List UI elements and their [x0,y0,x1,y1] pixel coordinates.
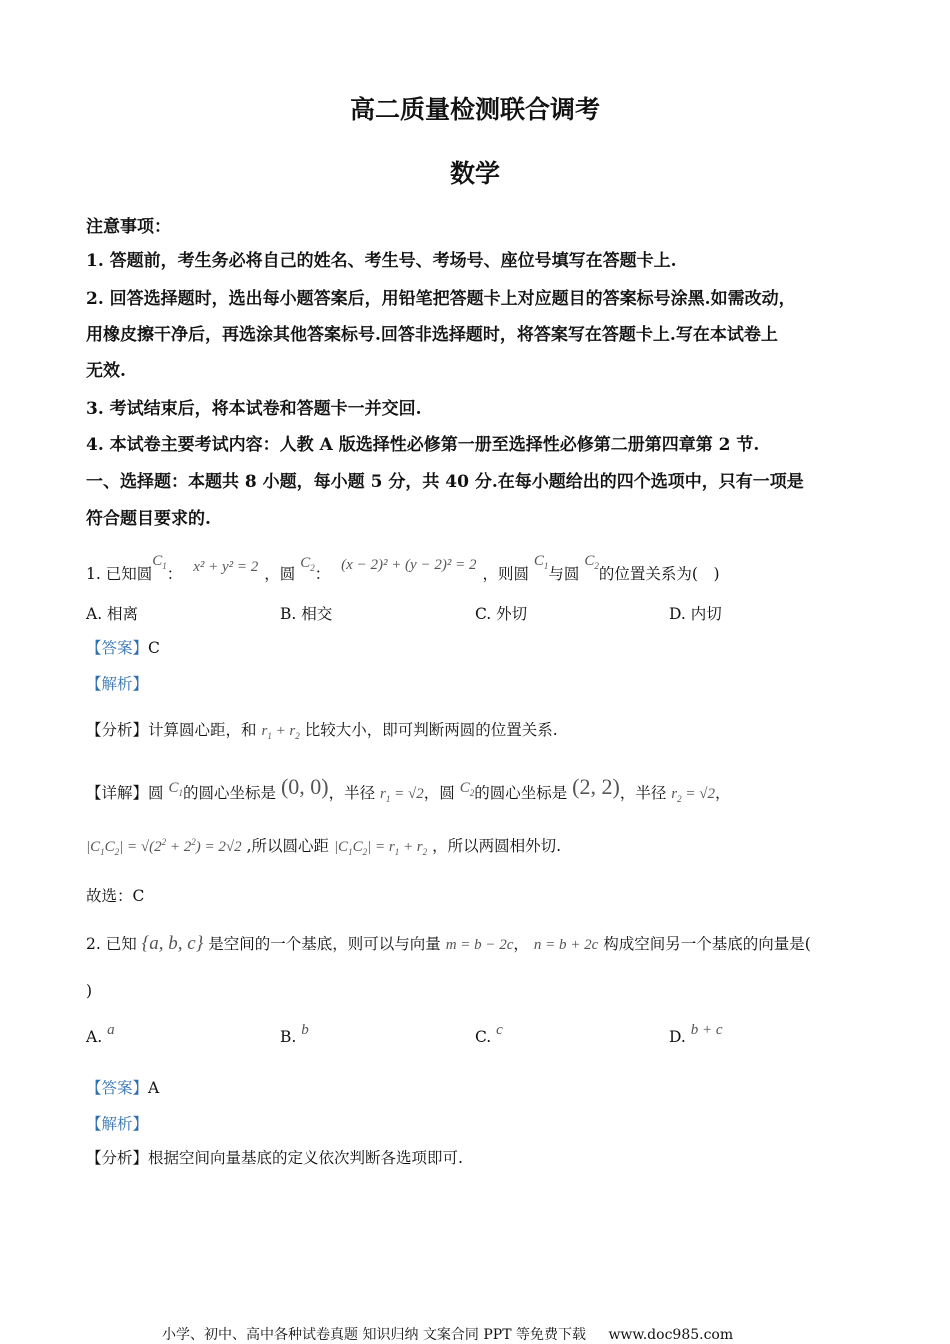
q1-answer: 【答案】C [86,639,160,657]
page-title: 高二质量检测联合调考 [349,95,600,124]
q2-fenxi: 【分析】根据空间向量基底的定义依次判断各选项即可. [86,1149,463,1167]
footer [162,1324,733,1344]
q2-option-a: A. a [86,1022,115,1046]
q2-stem: 2. 已知 {a, b, c} 是空间的一个基底，则可以与向量 m = b − 2c， n = b + 2c 构成空间另一个基底的向量是( [86,933,811,954]
q1-option-d: D. 内切 [669,605,722,623]
q2-analysis-tag: 【解析】 [86,1115,149,1133]
q2-answer: 【答案】A [86,1079,160,1097]
notice-1: 1. 答题前，考生务必将自己的姓名、考生号、考场号、座位号填写在答题卡上. [86,251,677,271]
q2-option-c: C. c [475,1022,503,1046]
footer-text: 小学、初中、高中各种试卷真题 知识归纳 文案合同 PPT 等免费下载 [162,1327,586,1343]
q2-stem-end: ) [86,982,93,1000]
q1-guxuan: 故选：C [86,887,145,905]
notice-2b: 用橡皮擦干净后，再选涂其他答案标号.回答非选择题时，将答案写在答题卡上.写在本试卷上 [86,325,778,345]
notice-3: 3. 考试结束后，将本试卷和答题卡一并交回. [86,399,422,419]
q2-option-d: D. b + c [669,1022,723,1046]
notice-2a: 2. 回答选择题时，选出每小题答案后，用铅笔把答题卡上对应题目的答案标号涂黑.如需改动， [86,289,796,309]
notice-2c: 无效. [86,361,126,381]
q1-fenxi: 【分析】计算圆心距，和 $r_1 + r_2$ 比较大小，即可判断两圆的位置关系. [86,721,558,741]
q1-option-b: B. 相交 [280,605,333,623]
q1-option-c: C. 外切 [475,605,528,623]
q1-option-a: A. 相离 [86,605,139,623]
q1-xiangjie-1: 【详解】圆 $C_1$的圆心坐标是 (0, 0)，半径 $r_1 = √2$，圆 $C_2$的圆心坐标是 (2, 2)，半径 $r_2 = √2$， [86,774,731,804]
section-line-1: 一、选择题：本题共 8 小题，每小题 5 分，共 40 分.在每小题给出的四个选项中，只有一项是 [86,472,804,492]
section-line-2: 符合题目要求的. [86,509,211,529]
q2-option-b: B. b [280,1022,309,1046]
notice-4: 4. 本试卷主要考试内容：人教 A 版选择性必修第一册至选择性必修第二册第四章第 2 节. [86,435,760,455]
q1-xiangjie-2: $|C_1C_2| = √(2^2 + 2^2) = 2√2$ ,所以圆心距 $|C_1C_2| = r_1 + r_2$ ，所以两圆相外切. [86,837,562,857]
q1-stem: 1. 已知圆$C_1$： x² + y² = 2 ，圆 $C_2$： (x − 2)² + (y − 2)² = 2 ，则圆 $C_1$与圆 $C_2$的位置关系为( ) [86,553,720,583]
page-subject: 数学 [449,159,500,188]
notice-heading: 注意事项： [86,217,171,237]
footer-site[interactable]: www.doc985.com [608,1327,734,1343]
q1-analysis-tag: 【解析】 [86,675,149,693]
